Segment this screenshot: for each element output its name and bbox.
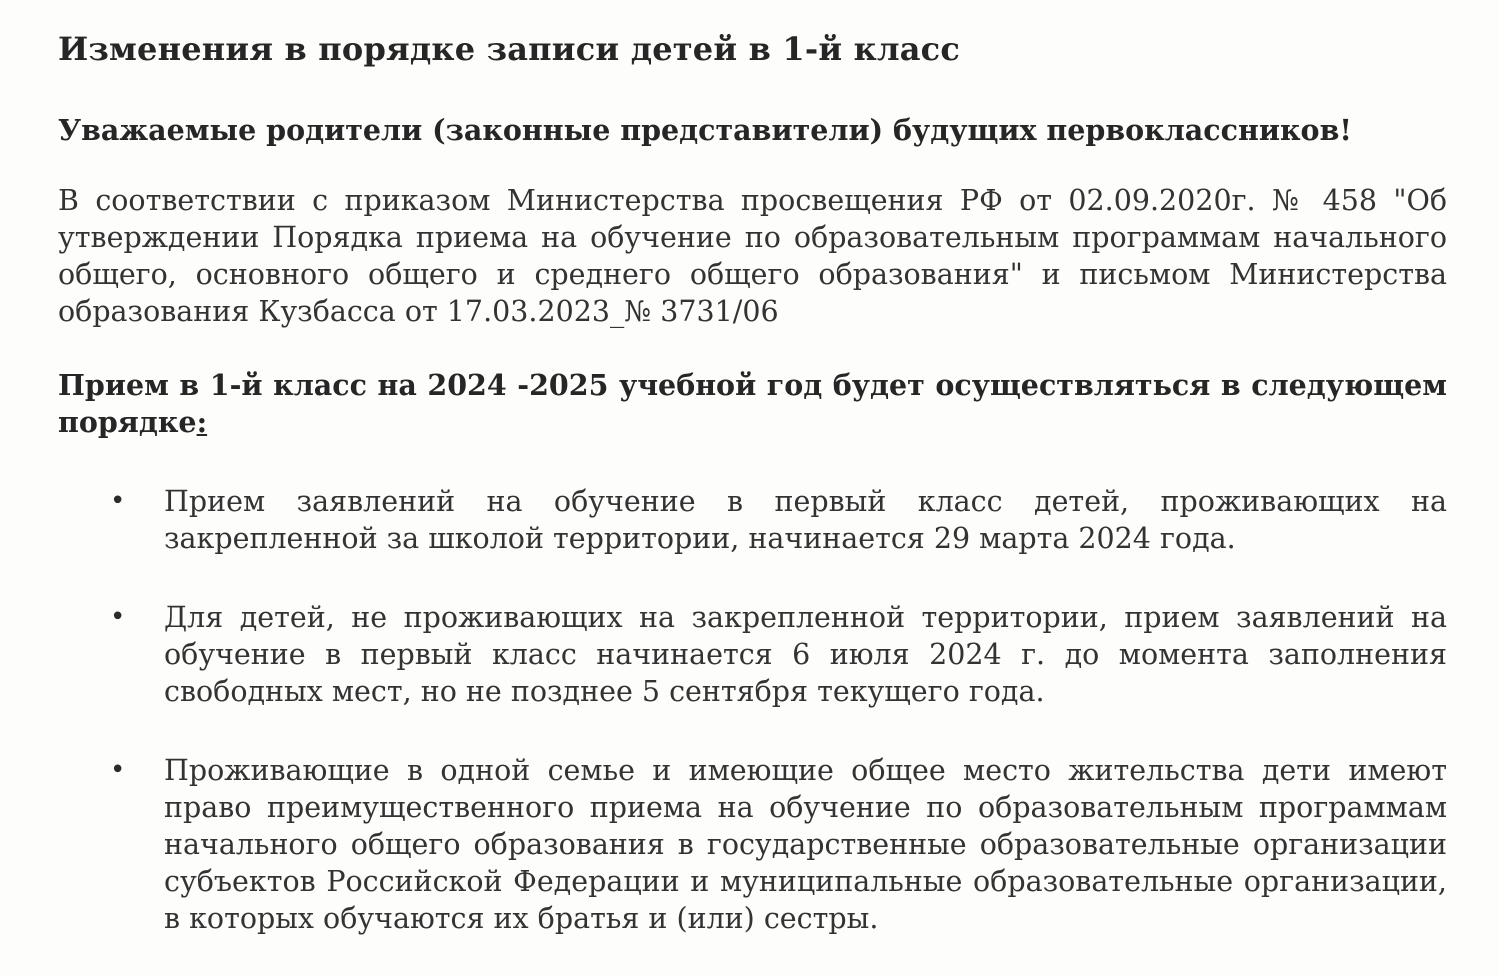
- rule-text: Проживающие в одной семье и имеющие общее место жительства дети имеют право преимущественного приема на обучение по образовательным программам начального общего образования в государственные образовательные организации субъектов Российской Федерации и муниципальные образовательные организации, в которых обучаются их братья и (или) сестры.: [164, 754, 1447, 935]
- admission-order-heading-colon: :: [196, 405, 208, 439]
- admission-order-heading-text: Прием в 1-й класс на 2024 -2025 учебной год будет осуществляться в следующем порядке: [58, 368, 1447, 439]
- list-item: [58, 483, 1447, 557]
- rule-text: Прием заявлений на обучение в первый класс детей, проживающих на закрепленной за школой территории, начинается 29 марта 2024 года.: [164, 485, 1447, 555]
- document-title: Изменения в порядке записи детей в 1-й класс: [58, 30, 961, 68]
- list-item: [58, 599, 1447, 710]
- admission-order-heading: [58, 367, 1447, 441]
- rule-text: Для детей, не проживающих на закрепленной территории, прием заявлений на обучение в первый класс начинается 6 июля 2024 г. до момента заполнения свободных мест, но не позднее 5 сентября текущего года.: [164, 601, 1447, 708]
- greeting: Уважаемые родители (законные представители) будущих первоклассников!: [58, 113, 1352, 147]
- list-item: [58, 752, 1447, 937]
- admission-rules-list: [58, 483, 1447, 937]
- bullet-icon: •: [110, 486, 126, 516]
- intro-paragraph: В соответствии с приказом Министерства просвещения РФ от 02.09.2020г. № 458 "Об утверждении Порядка приема на обучение по образовательным программам начального общего, основного общего и среднего общего образования" и письмом Министерства образования Кузбасса от 17.03.2023_№ 3731/06: [58, 184, 1447, 328]
- bullet-icon: •: [110, 602, 126, 632]
- bullet-icon: •: [110, 755, 126, 785]
